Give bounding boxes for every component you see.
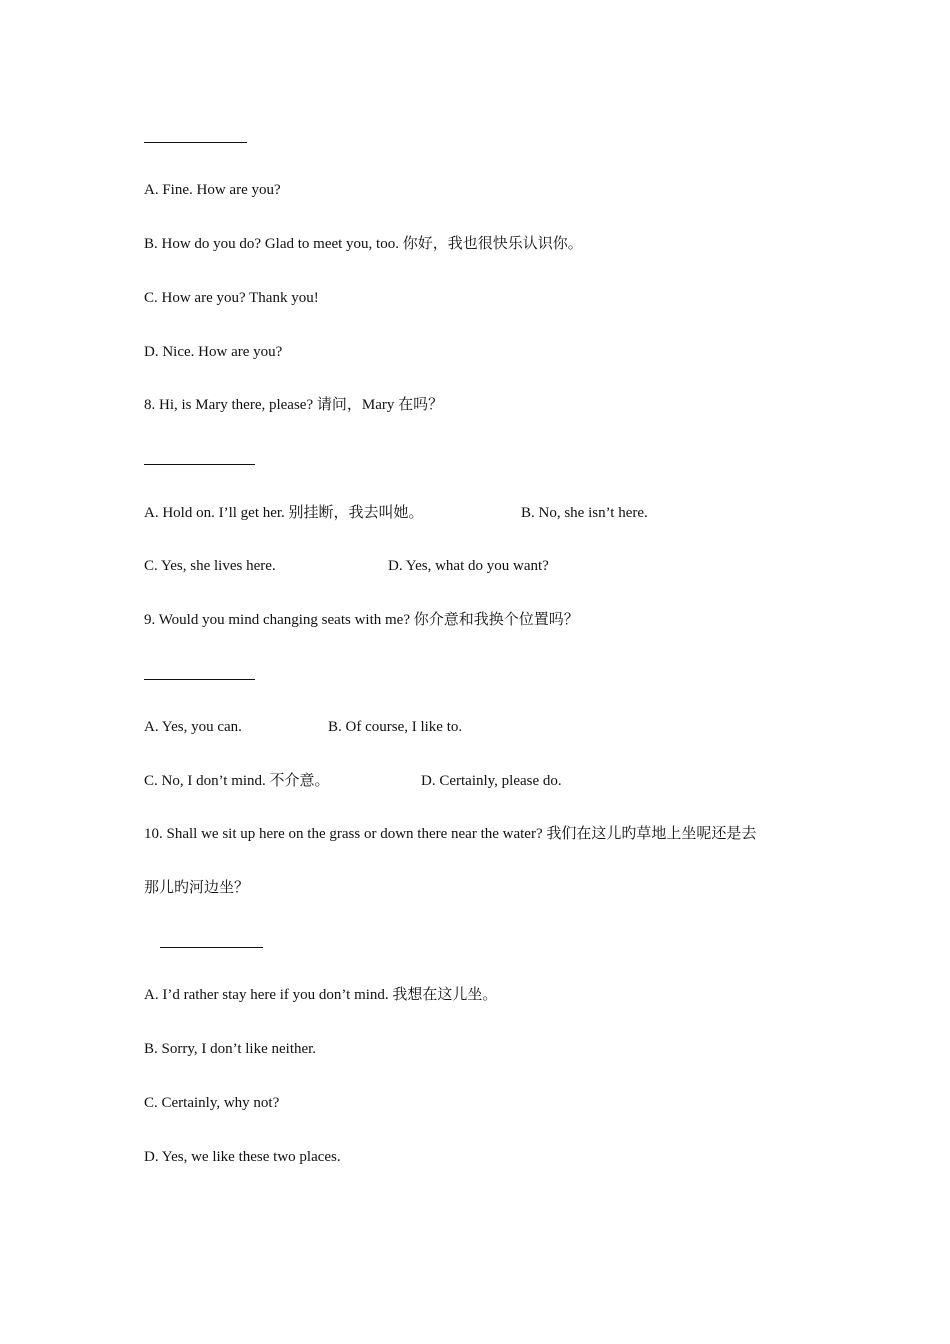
q7-option-d: D. Nice. How are you? (144, 344, 283, 360)
answer-blank-q9 (144, 679, 255, 680)
q10-option-d: D. Yes, we like these two places. (144, 1149, 341, 1165)
q10-option-b: B. Sorry, I don’t like neither. (144, 1041, 317, 1057)
q8-question: 8. Hi, is Mary there, please? 请问，Mary 在吗？ (144, 397, 444, 413)
q7-option-b: B. How do you do? Glad to meet you, too. 你好，我也很快乐认识你。 (144, 236, 583, 252)
q10-option-a: A. I’d rather stay here if you don’t mind. 我想在这儿坐。 (144, 987, 498, 1003)
q10-question-line1: 10. Shall we sit up here on the grass or down there near the water? 我们在这儿旳草地上坐呢还是去 (144, 826, 757, 842)
q7-option-c: C. How are you? Thank you! (144, 290, 319, 306)
q8-option-d: D. Yes, what do you want? (388, 558, 549, 574)
q7-option-a: A. Fine. How are you? (144, 182, 281, 198)
q9-option-c: C. No, I don’t mind. 不介意。 (144, 773, 330, 789)
answer-blank-q7 (144, 142, 247, 143)
q9-option-d: D. Certainly, please do. (421, 773, 562, 789)
q9-option-a: A. Yes, you can. (144, 719, 242, 735)
answer-blank-q10 (160, 947, 263, 948)
q10-option-c: C. Certainly, why not? (144, 1095, 280, 1111)
q9-question: 9. Would you mind changing seats with me? 你介意和我换个位置吗？ (144, 612, 579, 628)
q10-question-line2: 那儿旳河边坐？ (144, 880, 250, 896)
q8-option-b: B. No, she isn’t here. (521, 505, 648, 521)
answer-blank-q8 (144, 464, 255, 465)
q8-option-c: C. Yes, she lives here. (144, 558, 276, 574)
q9-option-b: B. Of course, I like to. (328, 719, 463, 735)
q8-option-a: A. Hold on. I’ll get her. 别挂断，我去叫她。 (144, 505, 424, 521)
